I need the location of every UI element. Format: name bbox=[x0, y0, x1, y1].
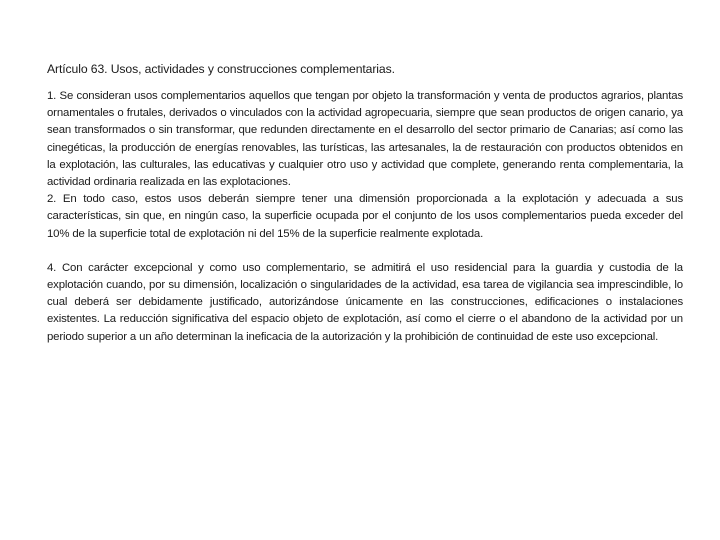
document-page bbox=[47, 60, 683, 346]
paragraph-4: 4. Con carácter excepcional y como uso complementario, se admitirá el uso residencial para la guardia y custodia de la explotación cuando, por su dimensión, localización o singularidades de la actividad, esa tarea de vigilancia sea imprescindible, lo cual deberá ser debidamente justificado, autorizándose únicamente en las construcciones, edificaciones o instalaciones existentes. La reducción significativa del espacio objeto de explotación, así como el cierre o el abandono de la actividad por un periodo superior a un año determinan la ineficacia de la autorización y la prohibición de continuidad de este uso excepcional. bbox=[47, 261, 683, 343]
article-title: Artículo 63. Usos, actividades y construcciones complementarias. bbox=[47, 62, 395, 76]
paragraph-2: 2. En todo caso, estos usos deberán siempre tener una dimensión proporcionada a la explotación y adecuada a sus características, sin que, en ningún caso, la superficie ocupada por el conjunto de los usos complementarios pueda exceder del 10% de la superficie total de explotación ni del 15% de la superficie realmente explotada. bbox=[47, 193, 683, 240]
paragraph-1: 1. Se consideran usos complementarios aquellos que tengan por objeto la transformación y venta de productos agrarios, plantas ornamentales o frutales, derivados o vinculados con la actividad agropecuaria, siempre que sean productos de origen canario, ya sean transformados o sin transformar, que redunden directamente en el desarrollo del sector primario de Canarias; así como las cinegéticas, la producción de energías renovables, las turísticas, las artesanales, la de restauración con productos obtenidos en la explotación, las culturales, las educativas y cualquier otro uso y actividad que complete, generando renta complementaria, la actividad ordinaria realizada en las explotaciones. bbox=[47, 90, 683, 189]
